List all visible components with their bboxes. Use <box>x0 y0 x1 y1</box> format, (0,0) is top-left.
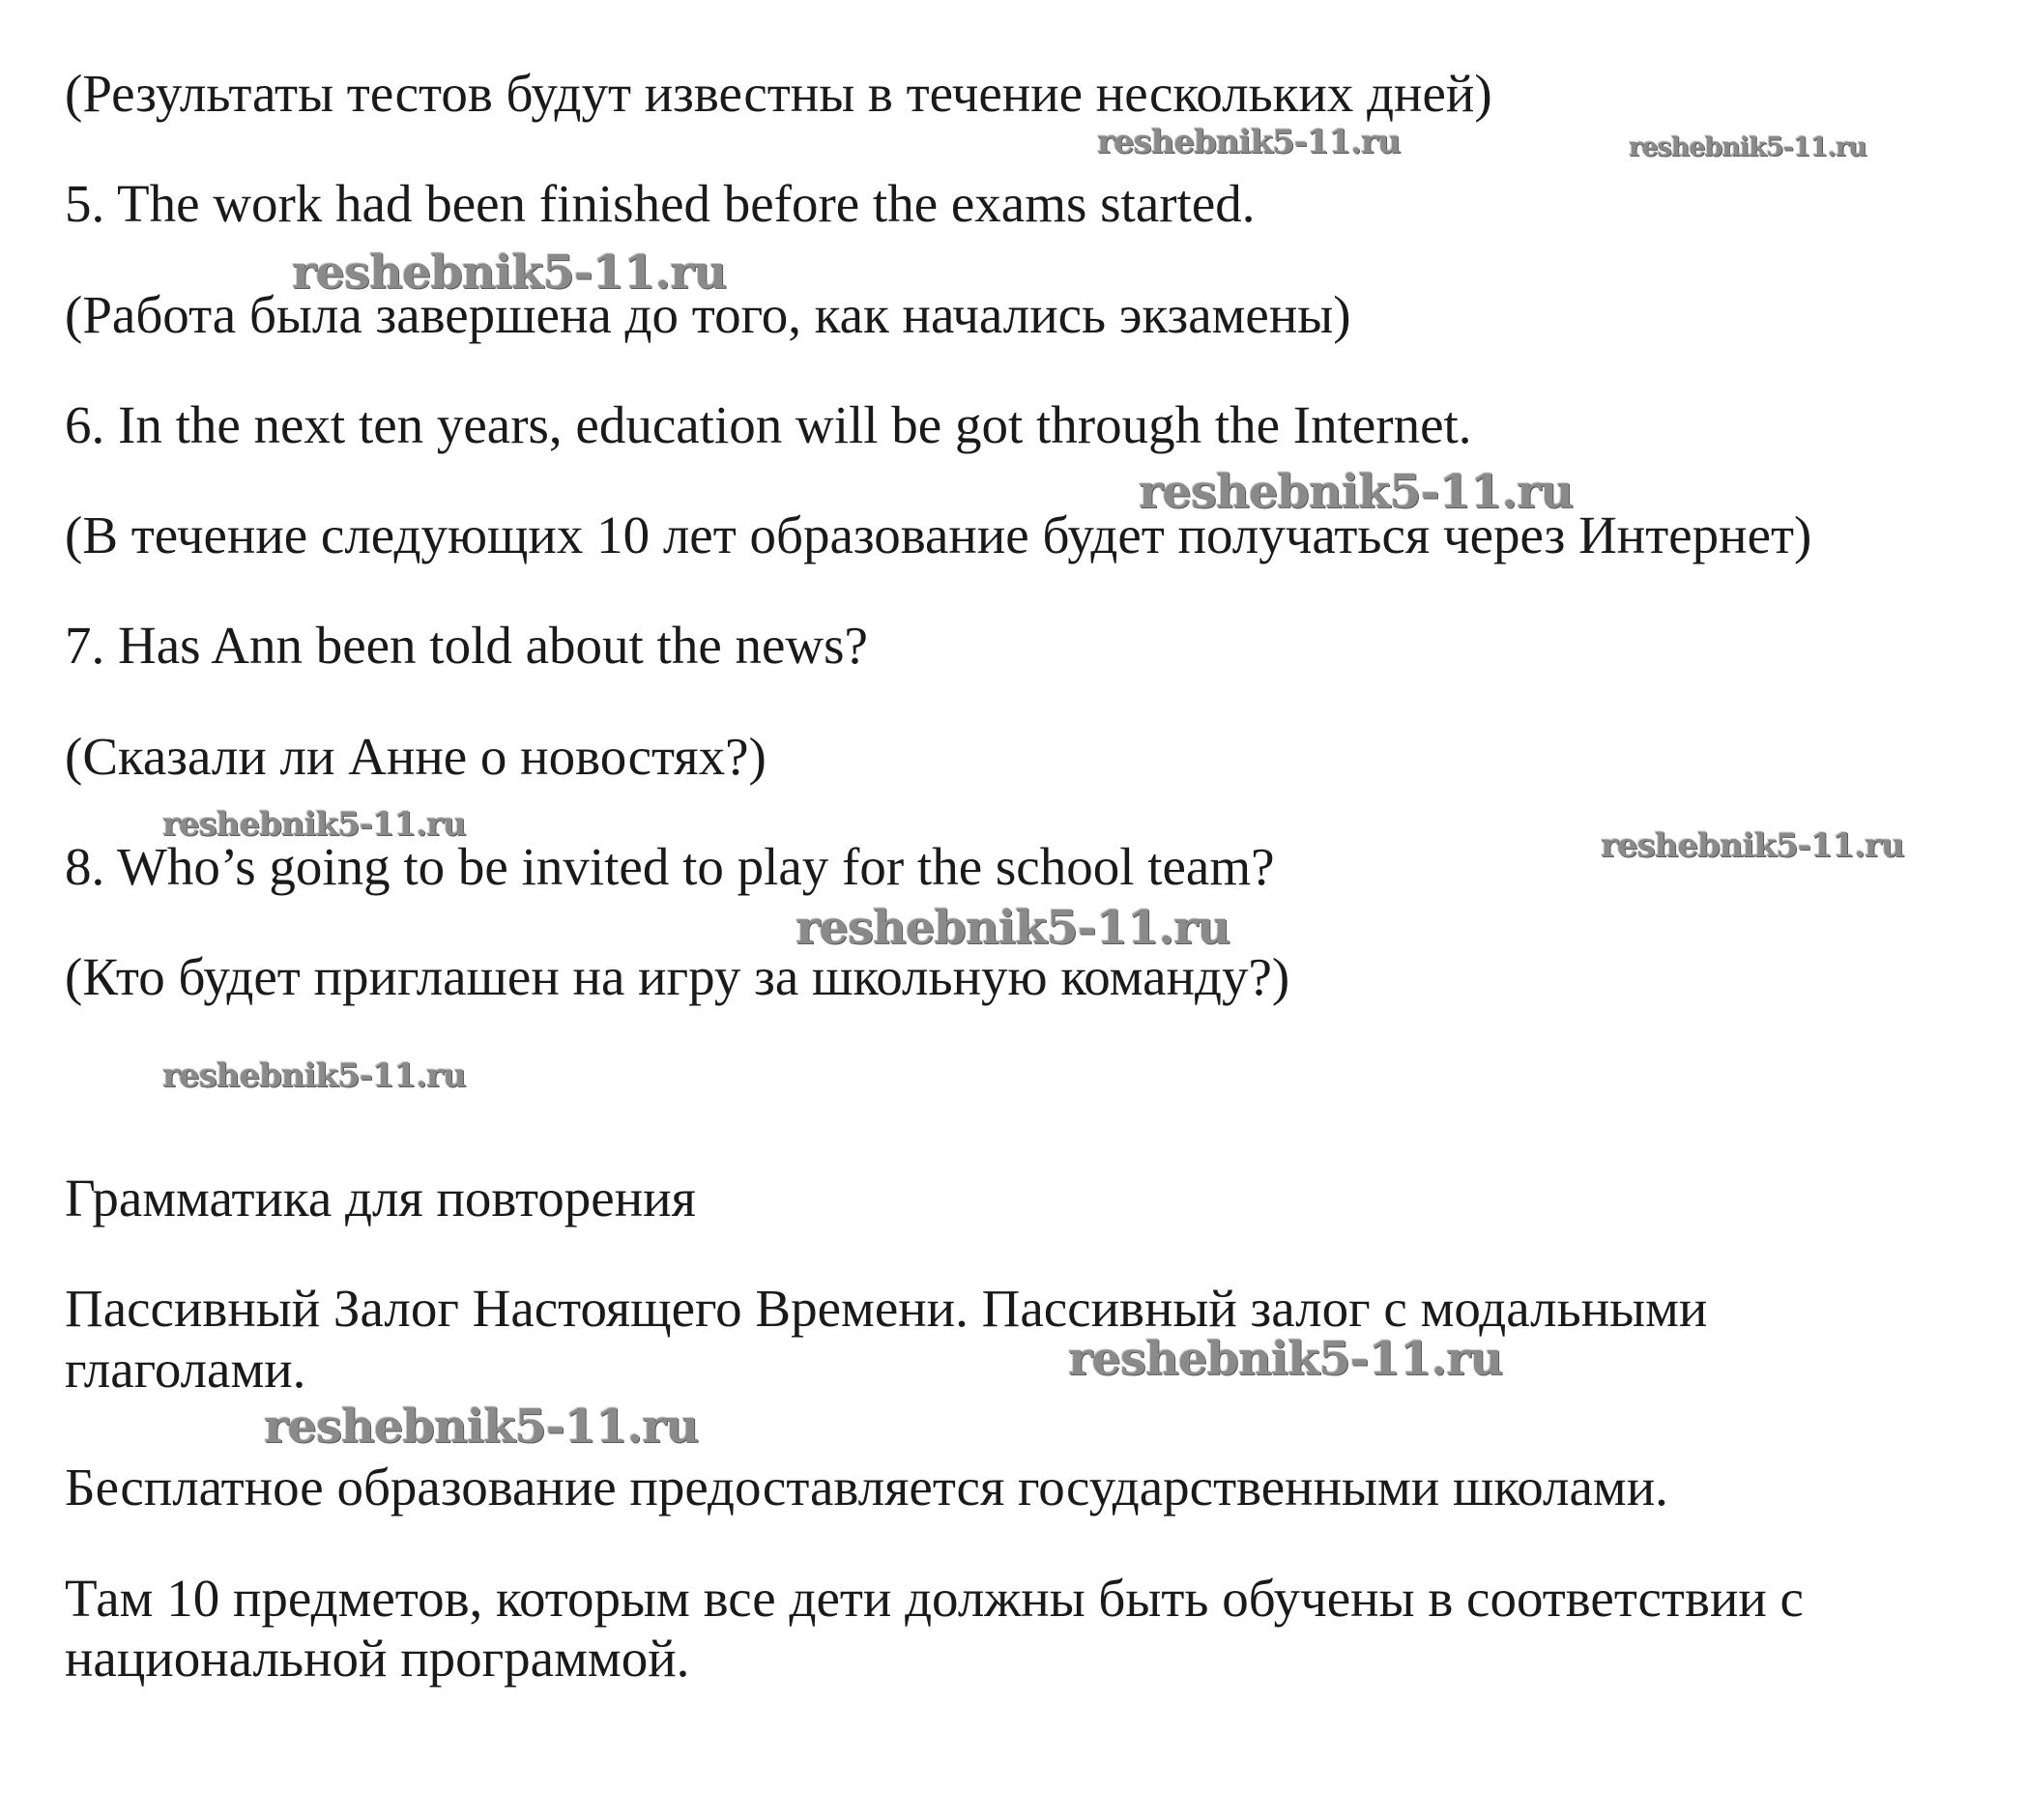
text-line: (Результаты тестов будут известны в течение нескольких дней) <box>65 64 1492 123</box>
text-line: 7. Has Ann been told about the news? <box>65 616 868 675</box>
watermark: reshebnik5-11.ru <box>264 1400 699 1454</box>
watermark: reshebnik5-11.ru <box>1629 132 1866 162</box>
text-line: Пассивный Залог Настоящего Времени. Пассивный залог с модальными <box>65 1279 1708 1338</box>
watermark: reshebnik5-11.ru <box>1601 826 1904 865</box>
text-line: 6. In the next ten years, education will be got through the Internet. <box>65 395 1472 454</box>
text-line: (Сказали ли Анне о новостях?) <box>65 727 767 786</box>
watermark: reshebnik5-11.ru <box>1068 1332 1503 1386</box>
text-line: 8. Who’s going to be invited to play for the school team? <box>65 837 1275 896</box>
text-line: национальной программой. <box>65 1629 690 1688</box>
text-line: (Работа была завершена до того, как начались экзамены) <box>65 285 1351 344</box>
watermark: reshebnik5-11.ru <box>292 246 727 300</box>
text-line: 5. The work had been finished before the exams started. <box>65 174 1256 233</box>
text-line: глаголами. <box>65 1340 306 1399</box>
watermark: reshebnik5-11.ru <box>1139 465 1574 519</box>
watermark: reshebnik5-11.ru <box>162 805 466 844</box>
text-line: (В течение следующих 10 лет образование будет получаться через Интернет) <box>65 506 1812 564</box>
text-line: Там 10 предметов, которым все дети должны быть обучены в соответствии с <box>65 1569 1804 1628</box>
watermark: reshebnik5-11.ru <box>796 901 1230 955</box>
text-line: (Кто будет приглашен на игру за школьную команду?) <box>65 947 1290 1006</box>
watermark: reshebnik5-11.ru <box>162 1056 466 1095</box>
watermark: reshebnik5-11.ru <box>1097 123 1401 161</box>
section-heading: Грамматика для повторения <box>65 1169 696 1228</box>
text-line: Бесплатное образование предоставляется государственными школами. <box>65 1458 1668 1517</box>
